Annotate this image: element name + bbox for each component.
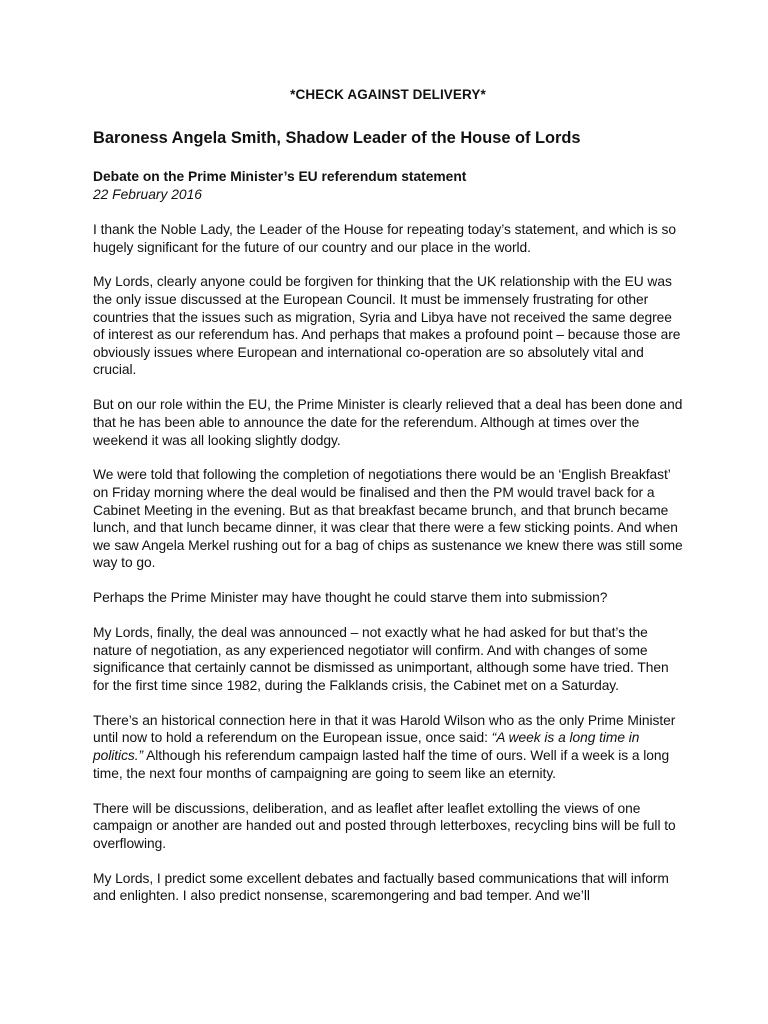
document-page	[93, 86, 683, 905]
paragraph-6: My Lords, finally, the deal was announced – not exactly what he had asked for but that’s the nature of negotiation, as any experienced negotiator will confirm. And with changes of some significance that certainly cannot be dismissed as unimportant, although some have tried. Then for the first time since 1982, during the Falklands crisis, the Cabinet met on a Saturday.	[93, 625, 669, 693]
paragraph-7	[93, 712, 683, 782]
paragraph-5: Perhaps the Prime Minister may have thought he could starve them into submission?	[93, 590, 608, 606]
paragraph-2: My Lords, clearly anyone could be forgiven for thinking that the UK relationship with the EU was the only issue discussed at the European Council. It must be immensely frustrating for other countries that the issues such as migration, Syria and Libya have not received the same degree of interest as our referendum has. And perhaps that makes a profound point – because those are obviously issues where European and international co-operation are so absolutely vital and crucial.	[93, 274, 681, 378]
paragraph-1: I thank the Noble Lady, the Leader of the House for repeating today’s statement, and which is so hugely significant for the future of our country and our place in the world.	[93, 222, 676, 255]
paragraph-3: But on our role within the EU, the Prime Minister is clearly relieved that a deal has been done and that he has been able to announce the date for the referendum. Although at times over the weekend it was all looking slightly dodgy.	[93, 397, 683, 448]
paragraph-9: My Lords, I predict some excellent debates and factually based communications that will inform and enlighten. I also predict nonsense, scaremongering and bad temper. And we’ll	[93, 870, 669, 904]
paragraph-8: There will be discussions, deliberation, and as leaflet after leaflet extolling the views of one campaign or another are handed out and posted through letterboxes, recycling bins will be full to overflowing.	[93, 800, 676, 851]
paragraph-7-lead: There’s an historical connection here in that it was Harold Wilson who as the only Prime Minister until now to hold a referendum on the European issue, once said:	[93, 712, 676, 746]
speaker-heading: Baroness Angela Smith, Shadow Leader of the House of Lords	[93, 129, 581, 147]
wilson-quote: “A week is a long time in politics.”	[93, 730, 640, 764]
debate-date: 22 February 2016	[93, 187, 202, 202]
delivery-note: *CHECK AGAINST DELIVERY*	[290, 87, 486, 102]
paragraph-7-tail: Although his referendum campaign lasted half the time of ours. Well if a week is a long time, the next four months of campaigning are going to seem like an eternity.	[93, 748, 670, 781]
debate-title: Debate on the Prime Minister’s EU referendum statement	[93, 169, 467, 184]
paragraph-4: We were told that following the completion of negotiations there would be an ‘English Breakfast’ on Friday morning where the deal would be finalised and then the PM would travel back for a Cabinet Meeting in the evening. But as that breakfast became brunch, and that brunch became lunch, and that lunch became dinner, it was clear that there were a few sticking points. And when we saw Angela Merkel rushing out for a bag of chips as sustenance we knew there was still some way to go.	[93, 467, 683, 571]
